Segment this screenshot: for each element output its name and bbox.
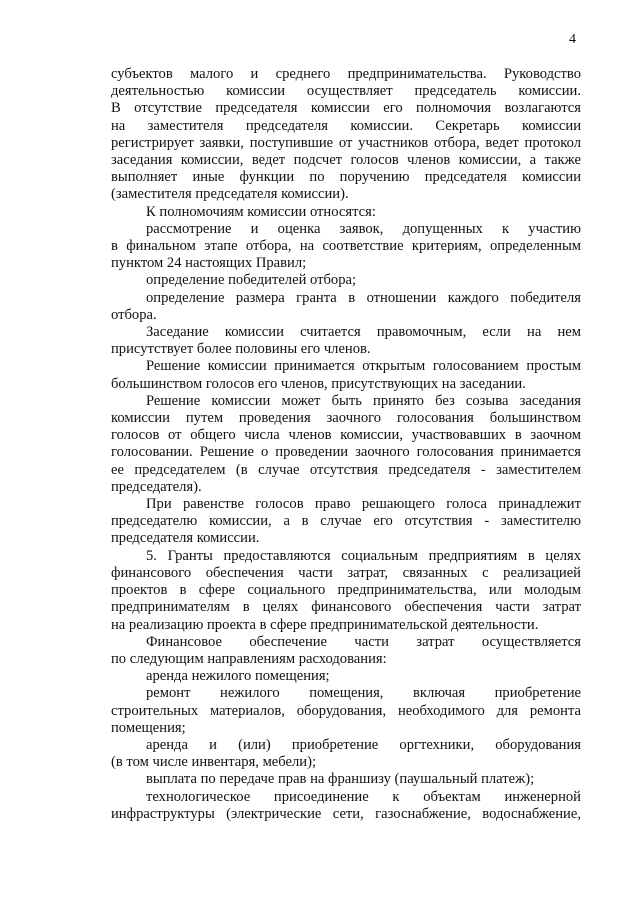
text-line: Заседание комиссии считается правомочным, если на нем [146, 324, 581, 341]
text-line: большинством голосов его членов, присутствующих на заседании. [111, 375, 526, 392]
text-line: помещения; [111, 719, 186, 736]
text-line: аренда нежилого помещения; [146, 668, 330, 685]
paragraph [111, 771, 581, 788]
text-line: председателю комиссии, а в случае его отсутствия - заместителю [111, 513, 581, 530]
text-line: аренда и (или) приобретение оргтехники, оборудования [146, 736, 581, 753]
text-line: К полномочиям комиссии относятся: [146, 203, 376, 220]
text-line: деятельностью комиссии осуществляет председатель комиссии. [111, 83, 581, 100]
text-line: голосов от общего числа членов комиссии, участвовавших в заочном [111, 427, 581, 444]
text-line: на реализацию проекта в сфере предпринимательской деятельности. [111, 616, 539, 633]
paragraph [111, 324, 581, 358]
paragraph [111, 789, 581, 823]
text-line: инфраструктуры (электрические сети, газоснабжение, водоснабжение, [111, 805, 581, 822]
paragraph [111, 221, 581, 273]
text-line: рассмотрение и оценка заявок, допущенных к участию [146, 220, 581, 237]
text-line: председателя). [111, 478, 202, 495]
paragraph [111, 634, 581, 668]
text-line: определение победителей отбора; [146, 272, 357, 289]
text-line: технологическое присоединение к объектам инженерной [146, 788, 581, 805]
text-line: финансового обеспечения части затрат, связанных с реализацией [111, 564, 581, 581]
text-line: ее председателем (в случае отсутствия председателя - заместителем [111, 461, 581, 478]
paragraph [111, 496, 581, 548]
paragraph [111, 668, 581, 685]
text-line: выполняет иные функции по поручению председателя комиссии [111, 169, 581, 186]
text-line: отбора. [111, 306, 157, 323]
text-line: проектов в сфере социального предпринимательства, или молодым [111, 582, 581, 599]
text-line: (в том числе инвентаря, мебели); [111, 754, 317, 771]
text-line: пунктом 24 настоящих Правил; [111, 255, 307, 272]
document-body [111, 66, 581, 823]
text-line: Решение комиссии принимается открытым голосованием простым [146, 358, 581, 375]
paragraph [111, 204, 581, 221]
text-line: в финальном этапе отбора, на соответствие критериям, определенным [111, 238, 581, 255]
text-line: на заместителя председателя комиссии. Секретарь комиссии [111, 117, 581, 134]
text-line: ремонт нежилого помещения, включая приобретение [146, 685, 581, 702]
text-line: комиссии путем проведения заочного голосования большинством [111, 410, 581, 427]
text-line: председателя комиссии. [111, 530, 260, 547]
paragraph [111, 685, 581, 737]
text-line: регистрирует заявки, поступившие от участников отбора, ведет протокол [111, 134, 581, 151]
text-line: Решение комиссии может быть принято без созыва заседания [146, 392, 581, 409]
paragraph [111, 290, 581, 324]
text-line: В отсутствие председателя комиссии его полномочия возлагаются [111, 100, 581, 117]
text-line: выплата по передаче прав на франшизу (паушальный платеж); [146, 771, 535, 788]
text-line: присутствует более половины его членов. [111, 341, 371, 358]
paragraph [111, 548, 581, 634]
page-number: 4 [569, 32, 576, 47]
paragraph [111, 737, 581, 771]
text-line: При равенстве голосов право решающего голоса принадлежит [146, 496, 581, 513]
text-line: строительных материалов, оборудования, необходимого для ремонта [111, 702, 581, 719]
text-line: субъектов малого и среднего предпринимательства. Руководство [111, 66, 581, 82]
text-line: заседания комиссии, ведет подсчет голосов членов комиссии, а также [111, 152, 581, 169]
text-line: предпринимателям в целях финансового обеспечения части затрат [111, 599, 581, 616]
paragraph [111, 358, 581, 392]
text-line: Финансовое обеспечение части затрат осуществляется [146, 633, 581, 650]
paragraph [111, 272, 581, 289]
text-line: 5. Гранты предоставляются социальным предприятиям в целях [146, 547, 581, 564]
text-line: по следующим направлениям расходования: [111, 650, 387, 667]
text-line: (заместителя председателя комиссии). [111, 186, 349, 203]
text-line: определение размера гранта в отношении каждого победителя [146, 289, 581, 306]
paragraph [111, 393, 581, 496]
text-line: голосовании. Решение о проведении заочного голосования принимается [111, 444, 581, 461]
paragraph [111, 66, 581, 204]
